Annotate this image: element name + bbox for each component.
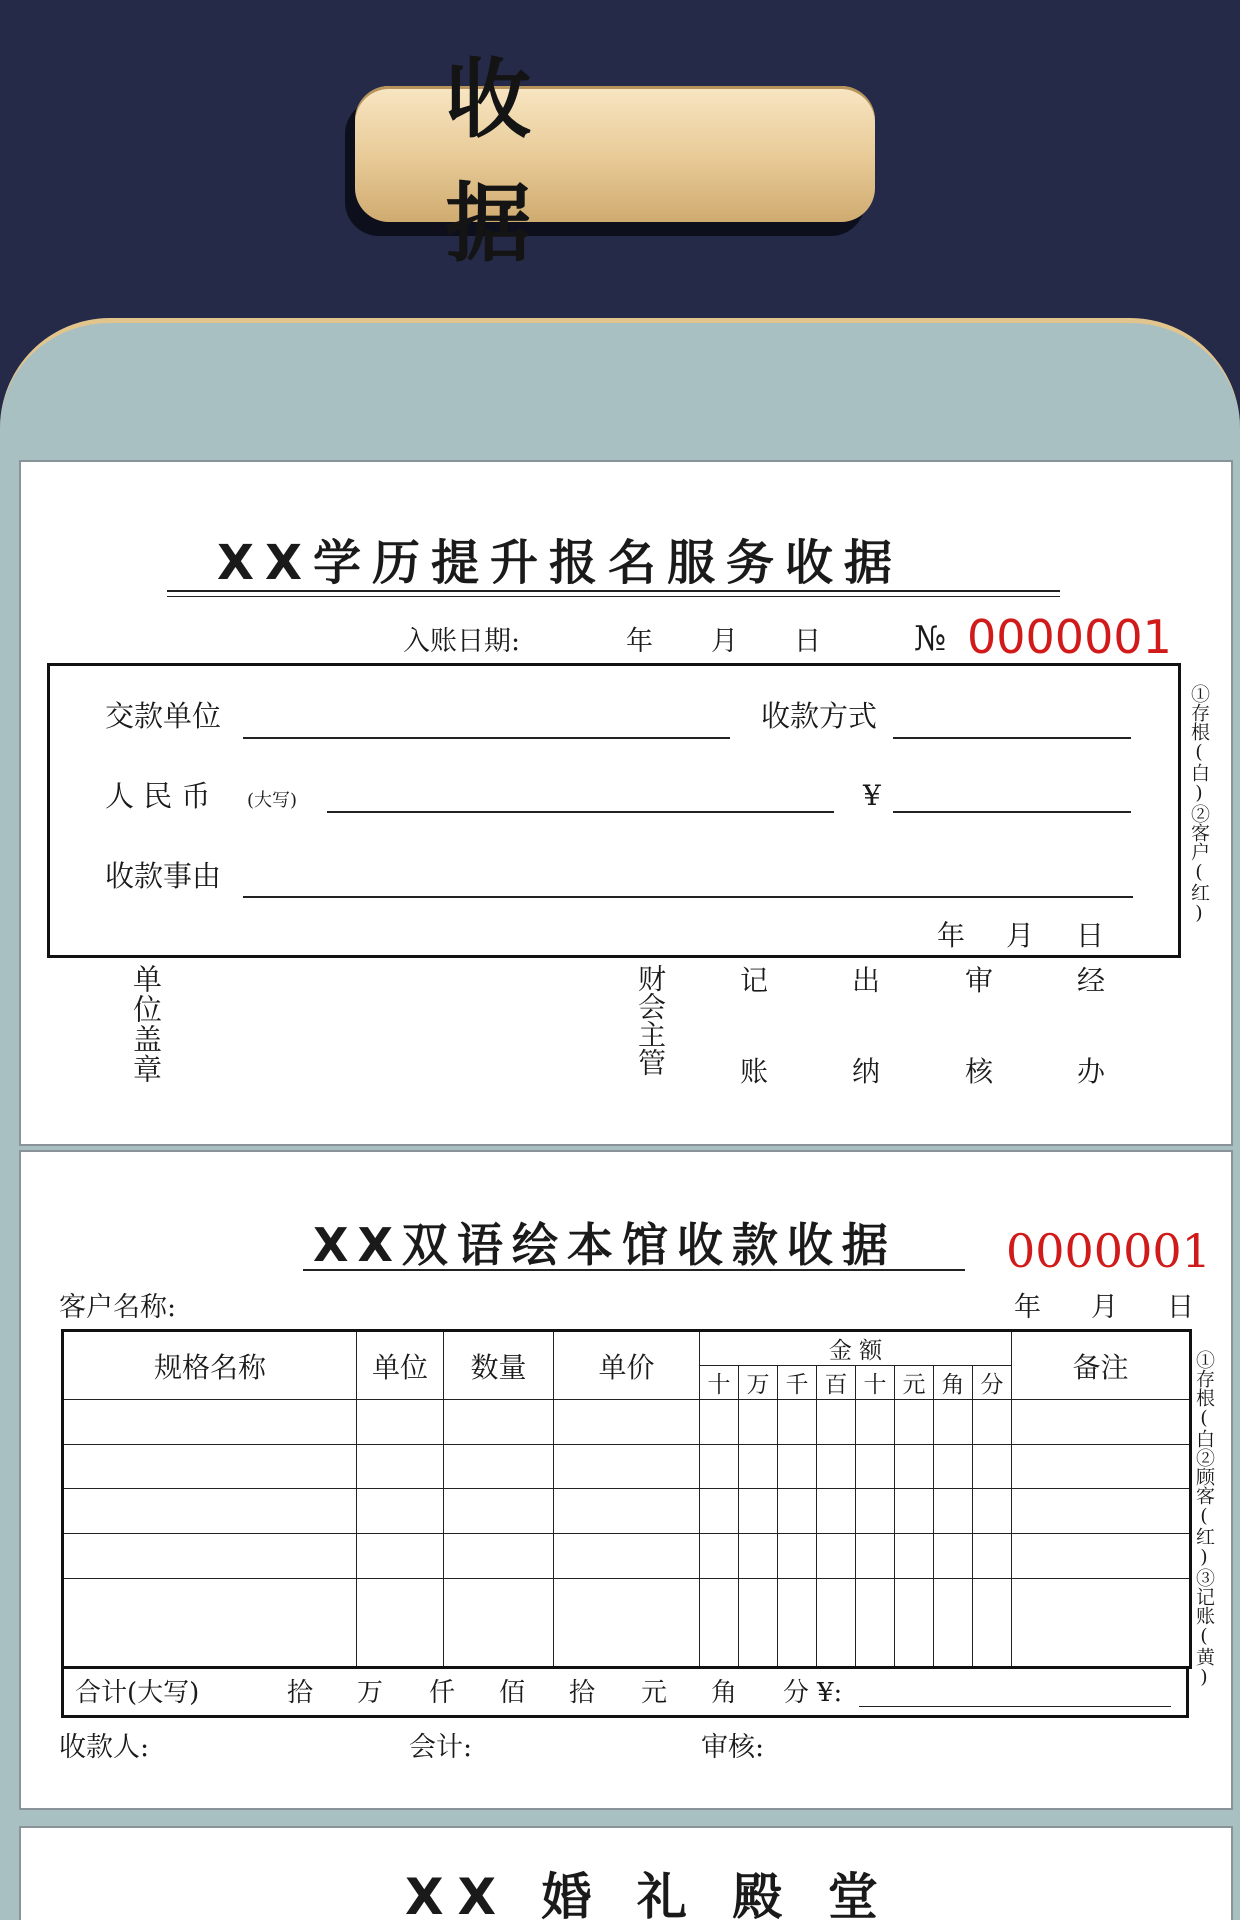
table-cell[interactable] — [63, 1444, 357, 1489]
sign-review-bottom: 核 — [965, 1055, 994, 1088]
table-cell[interactable] — [63, 1578, 357, 1667]
total-amount-field[interactable] — [859, 1706, 1171, 1707]
table-row — [63, 1444, 1191, 1489]
table-cell[interactable] — [357, 1578, 444, 1667]
table-cell[interactable] — [444, 1489, 554, 1534]
reason-field[interactable] — [243, 896, 1133, 898]
digit-col-header: 万 — [739, 1366, 778, 1400]
table-cell[interactable] — [554, 1489, 700, 1534]
rmb-label: 人 民 币 — [105, 779, 211, 813]
table-cell[interactable] — [554, 1400, 700, 1445]
form1-title: XX学历提升报名服务收据 — [217, 535, 904, 591]
table-cell[interactable] — [778, 1444, 817, 1489]
table-cell[interactable] — [739, 1578, 778, 1667]
sign-date-year: 年 — [937, 919, 966, 952]
form1-title-underline-2 — [167, 596, 1060, 597]
table-cell[interactable] — [739, 1533, 778, 1578]
digit-col-header: 角 — [934, 1366, 973, 1400]
table-cell[interactable] — [1012, 1533, 1191, 1578]
total-row — [61, 1666, 1189, 1718]
digit-col-header: 十 — [700, 1366, 739, 1400]
table-cell[interactable] — [700, 1533, 739, 1578]
table-cell[interactable] — [934, 1400, 973, 1445]
table-cell[interactable] — [895, 1533, 934, 1578]
table-cell[interactable] — [1012, 1400, 1191, 1445]
total-unit: 仟 — [429, 1678, 456, 1708]
sign-cashier-bottom: 纳 — [852, 1055, 881, 1088]
table-cell[interactable] — [444, 1400, 554, 1445]
table-cell[interactable] — [856, 1578, 895, 1667]
total-unit: 元 — [641, 1678, 668, 1708]
unit-stamp-label: 单位盖章 — [129, 964, 163, 1084]
entry-date-year: 年 — [626, 626, 653, 657]
accountant-label: 会计: — [409, 1732, 473, 1763]
reason-label: 收款事由 — [105, 859, 222, 893]
digit-col-header: 十 — [856, 1366, 895, 1400]
table-cell[interactable] — [973, 1578, 1012, 1667]
table-cell[interactable] — [856, 1400, 895, 1445]
table-cell[interactable] — [817, 1400, 856, 1445]
total-yen: ¥: — [817, 1678, 843, 1708]
sign-date-day: 日 — [1076, 919, 1105, 952]
entry-date-month: 月 — [711, 626, 738, 657]
form2-side-note: ①存根(白②顾客(红)③记账(黄) — [1193, 1350, 1215, 1688]
table-cell[interactable] — [1012, 1444, 1191, 1489]
page-title: 收 据 — [445, 50, 621, 274]
header-unit: 单位 — [357, 1331, 444, 1400]
table-cell[interactable] — [934, 1489, 973, 1534]
table-cell[interactable] — [895, 1400, 934, 1445]
table-cell[interactable] — [778, 1533, 817, 1578]
table-cell[interactable] — [817, 1444, 856, 1489]
table-cell[interactable] — [934, 1444, 973, 1489]
number-prefix: № — [914, 619, 947, 659]
table-cell[interactable] — [739, 1444, 778, 1489]
table-cell[interactable] — [817, 1578, 856, 1667]
sign-bookkeeping-bottom: 账 — [740, 1055, 769, 1088]
yen-field[interactable] — [893, 811, 1131, 813]
payer-field[interactable] — [243, 737, 730, 739]
table-cell[interactable] — [973, 1533, 1012, 1578]
header-qty: 数量 — [444, 1331, 554, 1400]
table-cell[interactable] — [973, 1489, 1012, 1534]
form2-receipt-number: 0000001 — [1006, 1224, 1211, 1278]
table-cell[interactable] — [778, 1578, 817, 1667]
table-cell[interactable] — [357, 1400, 444, 1445]
total-label: 合计(大写) — [75, 1678, 200, 1708]
table-cell[interactable] — [700, 1489, 739, 1534]
table-cell[interactable] — [554, 1578, 700, 1667]
method-label: 收款方式 — [761, 699, 878, 733]
total-unit: 分 — [783, 1678, 810, 1708]
form2-date-month: 月 — [1091, 1292, 1118, 1323]
sign-handler-top: 经 — [1077, 964, 1106, 997]
yen-sign: ¥ — [863, 779, 881, 812]
receipt-number: 0000001 — [967, 610, 1172, 664]
form2-date-year: 年 — [1014, 1292, 1041, 1323]
table-cell[interactable] — [357, 1489, 444, 1534]
table-cell[interactable] — [444, 1578, 554, 1667]
sign-date-month: 月 — [1006, 919, 1035, 952]
total-unit: 角 — [711, 1678, 738, 1708]
table-cell[interactable] — [554, 1444, 700, 1489]
table-row — [63, 1578, 1191, 1667]
header-remark: 备注 — [1012, 1331, 1191, 1400]
table-row — [63, 1400, 1191, 1445]
payer-label: 交款单位 — [105, 699, 222, 733]
auditor-label: 审核: — [701, 1732, 765, 1763]
rmb-note: (大写) — [247, 790, 298, 811]
table-cell[interactable] — [739, 1489, 778, 1534]
table-cell[interactable] — [554, 1533, 700, 1578]
receipt-form-3 — [19, 1826, 1233, 1920]
table-cell[interactable] — [856, 1489, 895, 1534]
sign-handler-bottom: 办 — [1077, 1055, 1106, 1088]
form2-title-underline — [303, 1269, 965, 1271]
table-row — [63, 1533, 1191, 1578]
digit-col-header: 百 — [817, 1366, 856, 1400]
sign-bookkeeping-top: 记 — [740, 964, 769, 997]
table-cell[interactable] — [934, 1578, 973, 1667]
table-cell[interactable] — [444, 1533, 554, 1578]
digit-col-header: 千 — [778, 1366, 817, 1400]
header-price: 单价 — [554, 1331, 700, 1400]
table-cell[interactable] — [895, 1578, 934, 1667]
table-cell[interactable] — [895, 1444, 934, 1489]
table-cell[interactable] — [934, 1533, 973, 1578]
table-cell[interactable] — [778, 1489, 817, 1534]
table-cell[interactable] — [700, 1578, 739, 1667]
table-cell[interactable] — [63, 1533, 357, 1578]
form1-title-underline — [167, 590, 1060, 592]
table-cell[interactable] — [357, 1444, 444, 1489]
table-cell[interactable] — [778, 1400, 817, 1445]
digit-col-header: 分 — [973, 1366, 1012, 1400]
table-cell[interactable] — [700, 1400, 739, 1445]
title-badge — [355, 50, 875, 274]
sign-cashier-top: 出 — [852, 964, 881, 997]
table-row — [63, 1489, 1191, 1534]
customer-label: 客户名称: — [59, 1292, 177, 1323]
table-cell[interactable] — [1012, 1489, 1191, 1534]
items-table — [61, 1329, 1192, 1669]
entry-date-label: 入账日期: — [403, 626, 521, 657]
header-spec: 规格名称 — [63, 1331, 357, 1400]
form2-title: XX双语绘本馆收款收据 — [313, 1218, 897, 1272]
table-cell[interactable] — [817, 1533, 856, 1578]
table-cell[interactable] — [444, 1444, 554, 1489]
table-cell[interactable] — [63, 1489, 357, 1534]
form3-title: XX 婚 礼 殿 堂 — [405, 1868, 892, 1920]
total-unit: 拾 — [287, 1678, 314, 1708]
table-cell[interactable] — [856, 1444, 895, 1489]
total-unit: 拾 — [569, 1678, 596, 1708]
table-cell[interactable] — [856, 1533, 895, 1578]
entry-date-day: 日 — [794, 626, 821, 657]
digit-col-header: 元 — [895, 1366, 934, 1400]
method-field[interactable] — [893, 737, 1131, 739]
table-cell[interactable] — [973, 1444, 1012, 1489]
sign-review-top: 审 — [965, 964, 994, 997]
table-cell[interactable] — [63, 1400, 357, 1445]
receipt-form-1 — [19, 460, 1233, 1146]
table-cell[interactable] — [973, 1400, 1012, 1445]
header-amount: 金 额 — [700, 1331, 1012, 1366]
form1-side-note: ①存根(白)②客户(红) — [1188, 684, 1210, 924]
supervisor-label: 财会主管 — [634, 964, 667, 1076]
total-unit: 万 — [357, 1678, 384, 1708]
table-cell[interactable] — [895, 1489, 934, 1534]
table-cell[interactable] — [1012, 1578, 1191, 1667]
rmb-field[interactable] — [327, 811, 834, 813]
table-cell[interactable] — [700, 1444, 739, 1489]
receiver-label: 收款人: — [59, 1732, 150, 1763]
table-cell[interactable] — [739, 1400, 778, 1445]
table-cell[interactable] — [817, 1489, 856, 1534]
table-cell[interactable] — [357, 1533, 444, 1578]
form2-date-day: 日 — [1167, 1292, 1194, 1323]
total-unit: 佰 — [499, 1678, 526, 1708]
receipt-form-2 — [19, 1150, 1233, 1810]
